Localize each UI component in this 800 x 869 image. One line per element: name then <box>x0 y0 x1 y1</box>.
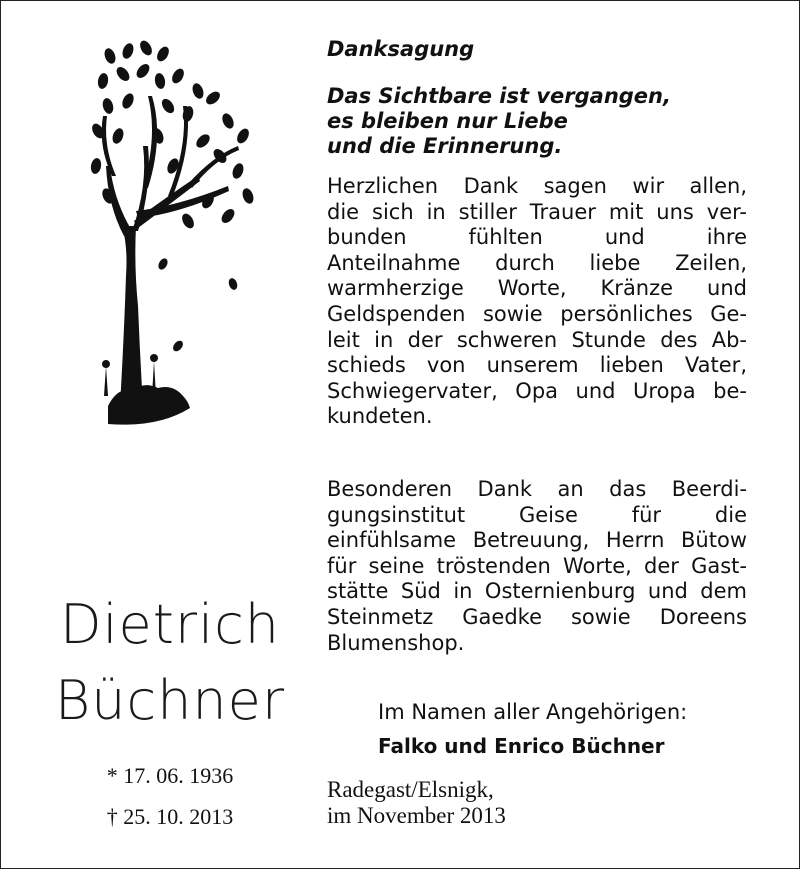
text-line: Schwiegervater, Opa und Uropa be- <box>327 378 747 403</box>
text-line: die sich in stiller Trauer mit uns ver- <box>327 199 747 224</box>
text-line: Anteilnahme durch liebe Zeilen, <box>327 250 747 275</box>
text-line: für seine tröstenden Worte, der Gast- <box>327 553 747 578</box>
text-line: Steinmetz Gaedke sowie Doreens <box>327 604 747 629</box>
place-date <box>327 777 506 829</box>
text-line: Geldspenden sowie persönliches Ge- <box>327 301 747 326</box>
text-line: Besonderen Dank an das Beerdi- <box>327 477 747 501</box>
signature-names: Falko und Enrico Büchner <box>378 734 665 758</box>
text-line: warmherzige Worte, Kränze und <box>327 276 747 301</box>
motto-line: und die Erinnerung. <box>327 134 563 158</box>
deceased-last-name: Büchner <box>54 669 286 732</box>
motto-line: Das Sichtbare ist vergangen, <box>327 84 671 108</box>
deceased-first-name: Dietrich <box>59 593 281 656</box>
motto <box>327 84 747 159</box>
death-date: † 25. 10. 2013 <box>106 804 234 829</box>
birth-date: * 17. 06. 1936 <box>106 763 234 788</box>
tree-illustration-icon <box>88 36 258 436</box>
text-line: leit in der schweren Stunde des Ab- <box>327 327 747 352</box>
date-line: im November 2013 <box>327 803 506 828</box>
notice-heading: Danksagung <box>327 37 475 61</box>
text-line: Blumenshop. <box>327 630 465 655</box>
text-line: kundeten. <box>327 404 433 429</box>
place-line: Radegast/Elsnigk, <box>327 777 494 802</box>
text-line: Herzlichen Dank sagen wir allen, <box>327 174 747 198</box>
motto-line: es bleiben nur Liebe <box>327 109 568 133</box>
thanks-paragraph-2 <box>327 477 747 656</box>
thanks-paragraph-1 <box>327 174 747 430</box>
text-line: schieds von unserem lieben Vater, <box>327 353 747 378</box>
text-line: einfühlsame Betreuung, Herrn Bütow <box>327 528 747 553</box>
text-line: gungsinstitut Geise für die <box>327 502 747 527</box>
signature-intro: Im Namen aller Angehörigen: <box>378 700 688 724</box>
text-line: stätte Süd in Osternienburg und dem <box>327 579 747 604</box>
text-line: bunden fühlten und ihre <box>327 225 747 250</box>
